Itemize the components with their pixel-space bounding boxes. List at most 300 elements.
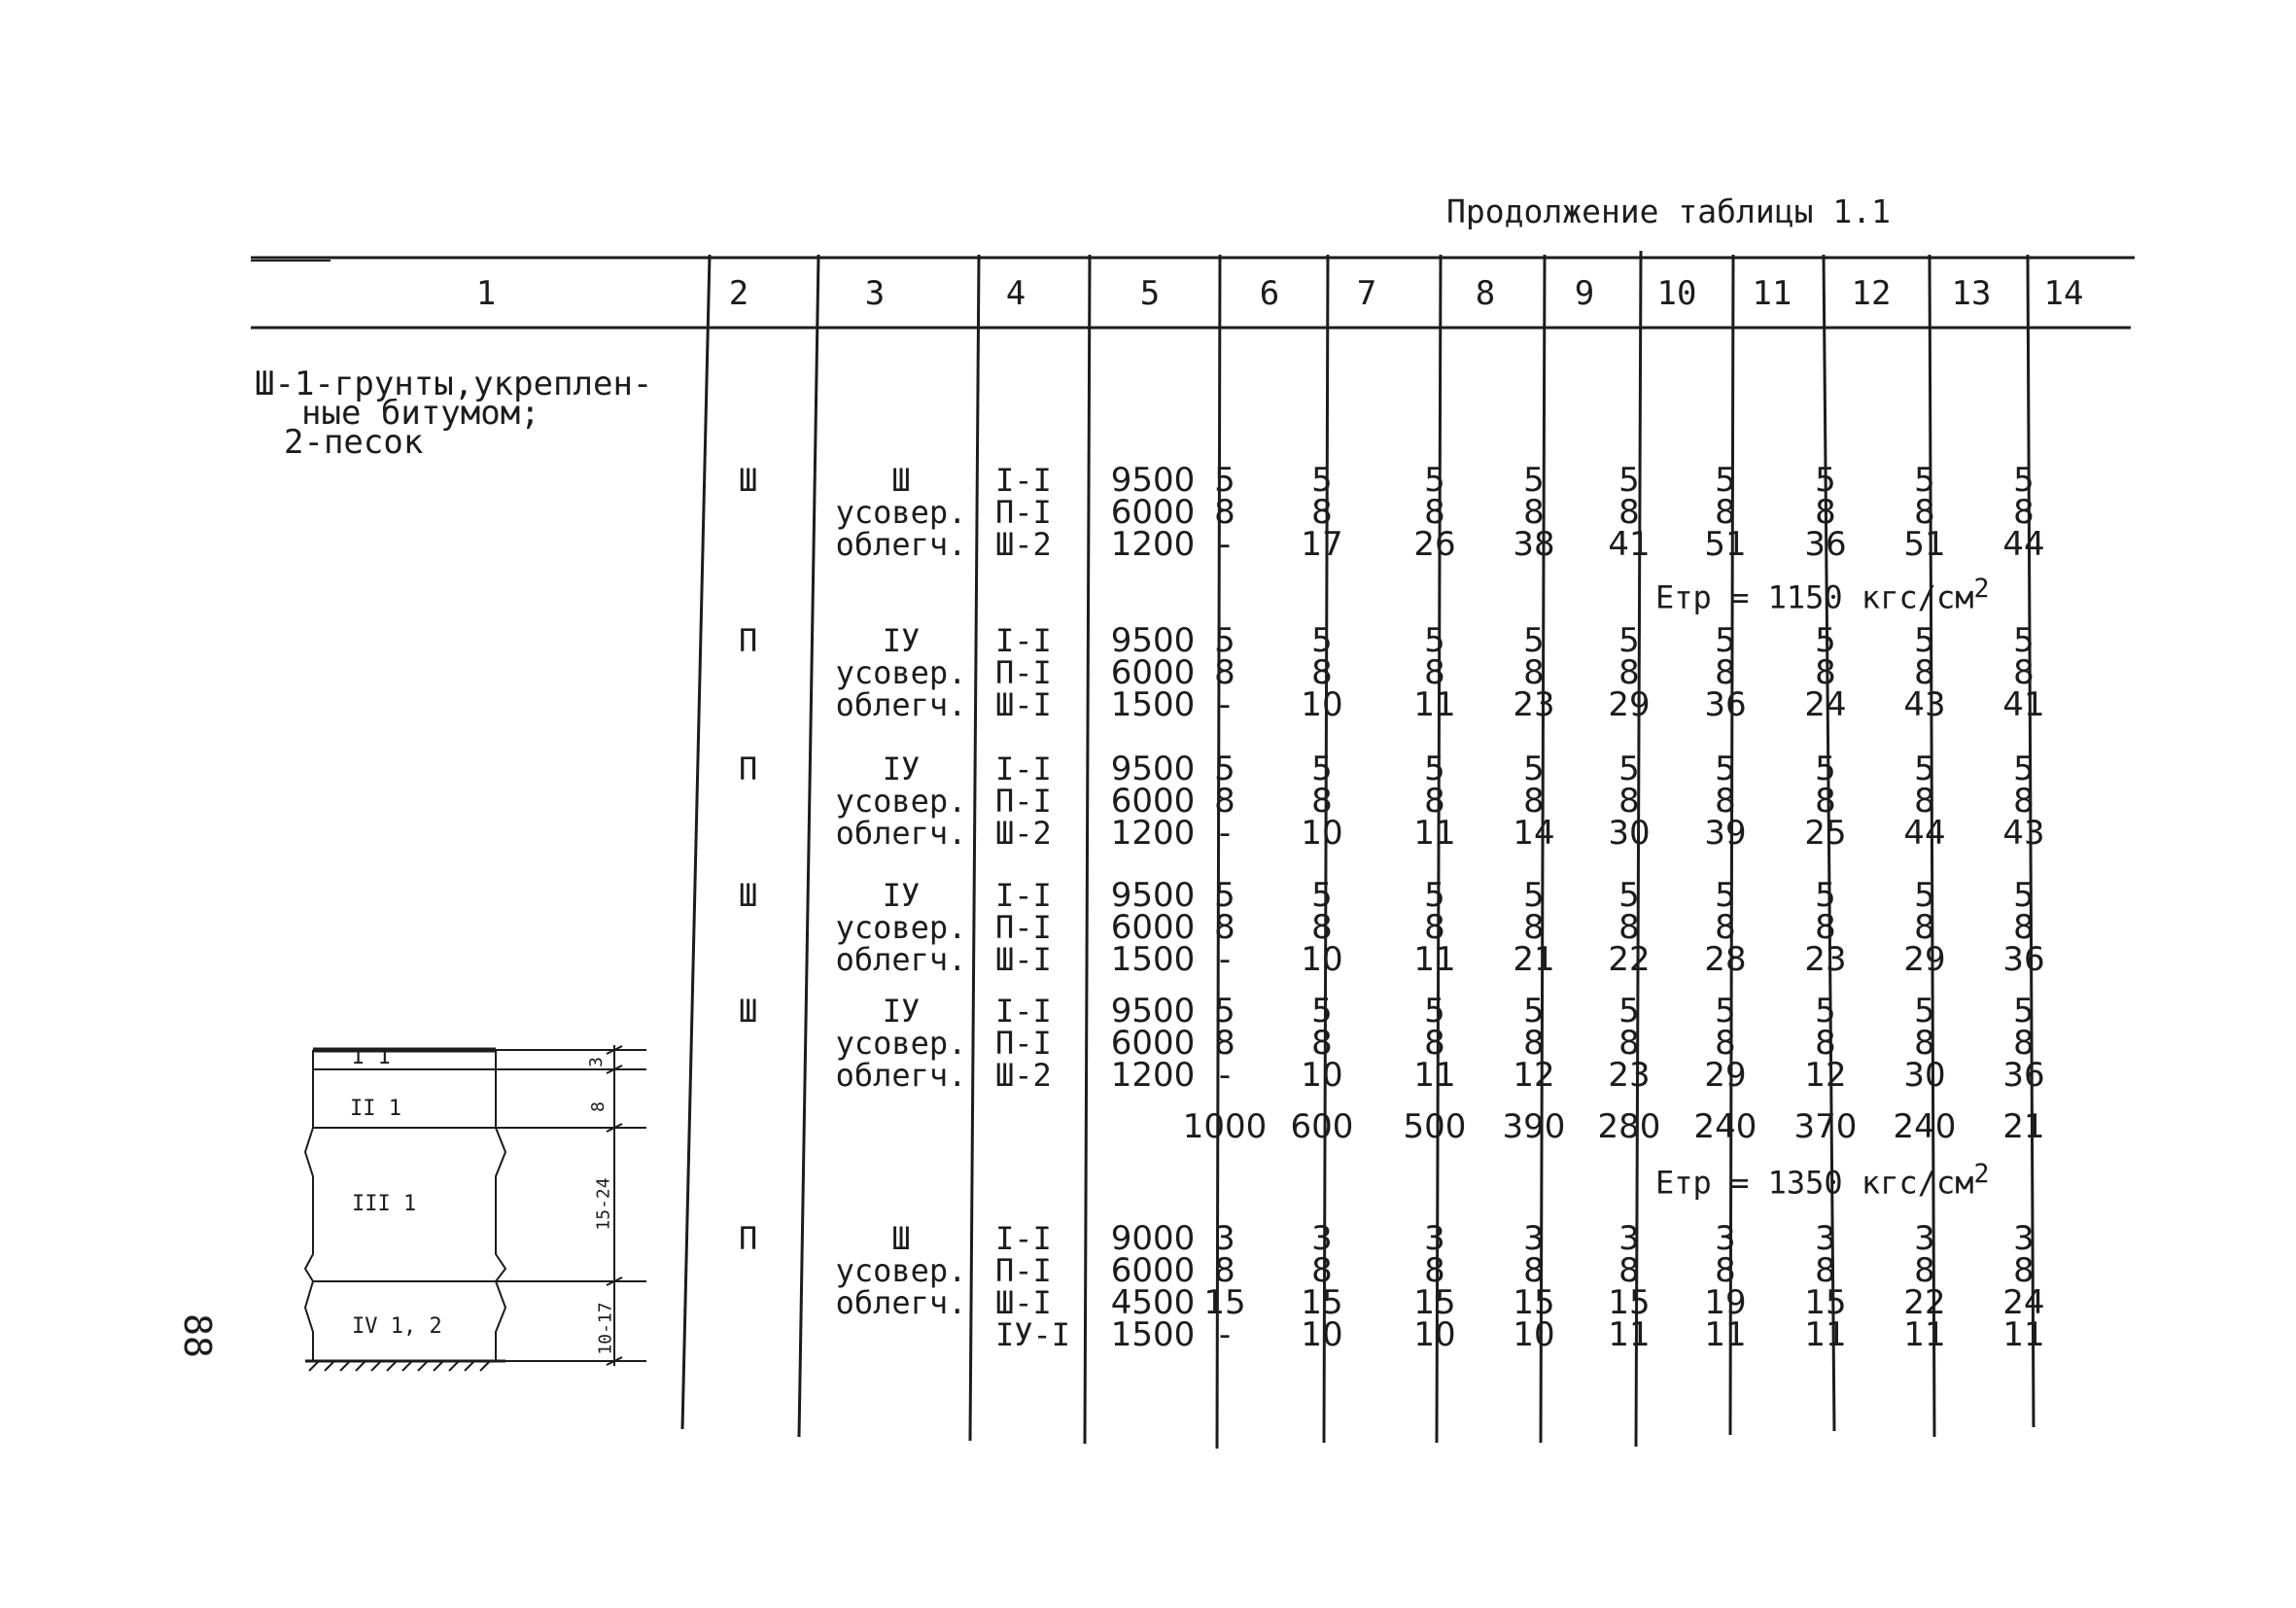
cell-value: 15: [1513, 1283, 1555, 1322]
modulus-value: 9500: [1110, 992, 1196, 1031]
cell-value: 5: [1715, 750, 1736, 788]
description-line: Ш-1-грунты,укреплен-: [255, 365, 653, 403]
cell-value: 23: [1608, 1056, 1651, 1095]
cell-value: -: [1218, 814, 1232, 853]
modulus-value: 6000: [1110, 653, 1196, 692]
cell-value: 5: [1523, 750, 1545, 788]
layer-code-cell: [995, 753, 1083, 850]
modulus-value: 6000: [1110, 493, 1196, 532]
road-category-cell: П: [739, 751, 758, 787]
value-cell: [1283, 1219, 1361, 1354]
header-cell: 4: [1005, 274, 1026, 313]
cell-value: 43: [1903, 685, 1946, 724]
road-category-cell: П: [739, 1220, 758, 1257]
cell-value: 5: [1424, 876, 1445, 915]
value-cell: [1590, 621, 1668, 724]
cell-value: 8: [1618, 782, 1640, 821]
cell-value: 5: [1914, 750, 1935, 788]
pavement-type-line: облегч.: [835, 941, 967, 978]
cell-value: 51: [1903, 525, 1946, 564]
cell-value: 5: [1618, 621, 1640, 660]
cell-value: 8: [1424, 1251, 1445, 1290]
cell-value: 24: [1804, 685, 1847, 724]
layer-code-line: П-I: [995, 783, 1052, 820]
modulus-value: 4500: [1110, 1283, 1196, 1322]
header-cell: 7: [1356, 274, 1377, 313]
road-category-cell: П: [739, 622, 758, 659]
value-cell: [1495, 1219, 1573, 1354]
cell-value: 8: [1214, 1024, 1235, 1063]
cell-value: 8: [1214, 908, 1235, 947]
cell-value: 22: [1903, 1283, 1946, 1322]
cell-value: 15: [1413, 1283, 1456, 1322]
layer-code-cell: [995, 462, 1083, 563]
cell-value: 8: [1715, 908, 1736, 947]
cell-value: 8: [1311, 653, 1333, 692]
value-cell: [1396, 461, 1474, 564]
layer-code-line: Ш-2: [995, 526, 1052, 563]
cell-value: 8: [1815, 653, 1836, 692]
modulus-row-value: 21: [2002, 1107, 2045, 1146]
layer-code-line: I-I: [995, 993, 1052, 1030]
etr-sup: 2: [1973, 574, 1990, 604]
layer-label: II 1: [350, 1097, 401, 1121]
cell-value: 5: [1214, 621, 1235, 660]
value-cell: [1283, 461, 1361, 564]
cell-value: 8: [1424, 908, 1445, 947]
cell-value: 5: [1523, 992, 1545, 1031]
cell-value: 3: [1424, 1219, 1445, 1258]
cell-value: 3: [2013, 1219, 2035, 1258]
cell-value: 8: [1523, 908, 1545, 947]
value-cell: [1186, 621, 1264, 724]
cell-value: 8: [1618, 493, 1640, 532]
value-cell: [1787, 461, 1864, 564]
cell-value: 36: [1804, 525, 1847, 564]
cell-value: 8: [1214, 782, 1235, 821]
value-cell: [1186, 992, 1264, 1095]
cell-value: 8: [1311, 782, 1333, 821]
modulus-row-value: 280: [1597, 1107, 1661, 1146]
cell-value: 12: [1513, 1056, 1555, 1095]
pavement-type-cell: [828, 993, 974, 1094]
etr-note: [1655, 1159, 1990, 1202]
cell-value: 44: [1903, 814, 1946, 853]
cell-value: 5: [1424, 461, 1445, 500]
cell-value: 21: [1513, 940, 1555, 979]
cell-value: 8: [1914, 908, 1935, 947]
cell-value: 8: [1424, 782, 1445, 821]
cell-value: 8: [1214, 1251, 1235, 1290]
cell-value: 30: [1608, 814, 1651, 853]
description-line: ные битумом;: [301, 394, 540, 433]
cell-value: 5: [2013, 621, 2035, 660]
pavement-type-line: усовер.: [835, 783, 967, 820]
modulus-value: 1500: [1110, 940, 1196, 979]
pavement-type-cell: [828, 622, 974, 723]
cell-value: 8: [1715, 1251, 1736, 1290]
value-cell: [1590, 750, 1668, 853]
cell-value: 14: [1513, 814, 1555, 853]
value-cell: [1590, 461, 1668, 564]
cell-value: 5: [1214, 876, 1235, 915]
value-cell: [1186, 1219, 1264, 1354]
cell-value: 5: [1815, 461, 1836, 500]
cell-value: 8: [1424, 653, 1445, 692]
modulus-value: 6000: [1110, 908, 1196, 947]
layer-code-line: П-I: [995, 654, 1052, 691]
cell-value: 5: [1214, 992, 1235, 1031]
cell-value: 23: [1513, 685, 1555, 724]
cell-value: 5: [1214, 750, 1235, 788]
layer-description: [255, 365, 653, 462]
cell-value: 5: [2013, 461, 2035, 500]
cell-value: 8: [1914, 782, 1935, 821]
cell-value: 10: [1301, 814, 1343, 853]
cell-value: 3: [1311, 1219, 1333, 1258]
cell-value: 5: [1311, 621, 1333, 660]
header-cell: 9: [1574, 274, 1595, 313]
cell-value: -: [1218, 685, 1232, 724]
cell-value: 8: [2013, 653, 2035, 692]
cell-value: 8: [2013, 908, 2035, 947]
value-cell: [1186, 750, 1264, 853]
dimension-label: 10-17: [595, 1302, 616, 1355]
value-cell: [1787, 992, 1864, 1095]
cell-value: 5: [1311, 992, 1333, 1031]
modulus-row-value: 1000: [1182, 1107, 1268, 1146]
cell-value: 8: [1815, 908, 1836, 947]
layer-code-line: П-I: [995, 1252, 1052, 1289]
modulus-row-value: 240: [1893, 1107, 1957, 1146]
cell-value: 11: [1804, 1315, 1847, 1354]
cell-value: 8: [1715, 1024, 1736, 1063]
modulus-value: 9500: [1110, 876, 1196, 915]
cell-value: 8: [1618, 1024, 1640, 1063]
road-category-cell: Ш: [739, 877, 758, 914]
pavement-type-line: IУ: [882, 993, 921, 1030]
cell-value: 5: [1715, 621, 1736, 660]
value-cell: [1495, 750, 1573, 853]
header-cell: 10: [1656, 274, 1697, 313]
cell-value: 3: [1914, 1219, 1935, 1258]
dimension-label: 15-24: [593, 1177, 614, 1231]
cell-value: 5: [1815, 992, 1836, 1031]
cell-value: 51: [1704, 525, 1747, 564]
cell-value: 8: [2013, 493, 2035, 532]
modulus-value: 1200: [1110, 814, 1196, 853]
value-cell: [1590, 992, 1668, 1095]
cell-value: 5: [1424, 992, 1445, 1031]
page-number: 88: [175, 1313, 219, 1358]
header-cell: 6: [1259, 274, 1280, 313]
pavement-type-line: IУ: [882, 751, 921, 787]
pavement-type-line: Ш: [891, 462, 911, 499]
value-cell: [1396, 992, 1474, 1095]
cell-value: 44: [2002, 525, 2045, 564]
header-cell: 14: [2043, 274, 2084, 313]
cell-value: 15: [1608, 1283, 1651, 1322]
cell-value: 5: [1214, 461, 1235, 500]
cell-value: 5: [1715, 876, 1736, 915]
cell-value: 8: [1523, 493, 1545, 532]
layer-code-line: IУ-I: [995, 1316, 1071, 1353]
pavement-type-line: облегч.: [835, 1057, 967, 1094]
cell-value: 10: [1513, 1315, 1555, 1354]
cell-value: 10: [1301, 940, 1343, 979]
value-cell: [1495, 876, 1573, 979]
value-cell: [1687, 992, 1764, 1095]
value-cell: [1687, 1219, 1764, 1354]
cell-value: 8: [1311, 908, 1333, 947]
cell-value: 8: [1914, 1251, 1935, 1290]
cell-value: 5: [1815, 621, 1836, 660]
value-cell: [1396, 1219, 1474, 1354]
cell-value: 12: [1804, 1056, 1847, 1095]
value-cell: [1396, 750, 1474, 853]
cell-value: 8: [1214, 493, 1235, 532]
dimension-label: 8: [587, 1101, 609, 1112]
value-cell: [1787, 876, 1864, 979]
modulus-row-value: 370: [1793, 1107, 1858, 1146]
cell-value: 19: [1704, 1283, 1747, 1322]
modulus-row-value: 500: [1403, 1107, 1467, 1146]
cell-value: 11: [2002, 1315, 2045, 1354]
header-cell: 8: [1475, 274, 1496, 313]
modulus-row-value: 240: [1693, 1107, 1757, 1146]
cell-value: 5: [1523, 461, 1545, 500]
value-cell: [1590, 876, 1668, 979]
cell-value: 10: [1301, 685, 1343, 724]
modulus-value: 6000: [1110, 1024, 1196, 1063]
cell-value: 3: [1214, 1219, 1235, 1258]
pavement-type-line: Ш: [891, 1220, 911, 1257]
cell-value: 8: [1618, 908, 1640, 947]
modulus-value: 1200: [1110, 1056, 1196, 1095]
cell-value: 11: [1903, 1315, 1946, 1354]
etr-value: = 1150: [1730, 578, 1843, 616]
cell-value: 3: [1618, 1219, 1640, 1258]
value-cell: [1787, 1219, 1864, 1354]
value-cell: [1886, 876, 1964, 979]
cell-value: 8: [1523, 653, 1545, 692]
header-cell: 2: [728, 274, 749, 313]
cell-value: 41: [1608, 525, 1651, 564]
cell-value: 8: [1523, 1024, 1545, 1063]
layer-code-cell: [995, 993, 1083, 1094]
modulus-value: 1500: [1110, 685, 1196, 724]
header-cell: 3: [864, 274, 886, 313]
cell-value: 5: [1914, 621, 1935, 660]
cell-value: 29: [1608, 685, 1651, 724]
pavement-type-line: IУ: [882, 622, 921, 659]
pavement-type-line: облегч.: [835, 526, 967, 563]
cell-value: 10: [1413, 1315, 1456, 1354]
cell-value: 8: [1618, 653, 1640, 692]
modulus-value: 9000: [1110, 1219, 1196, 1258]
cell-value: 5: [1311, 876, 1333, 915]
value-cell: [1687, 461, 1764, 564]
etr-unit: кгс/см: [1861, 1164, 1974, 1202]
pavement-type-line: облегч.: [835, 686, 967, 723]
header-cell: 13: [1951, 274, 1992, 313]
pavement-type-line: облегч.: [835, 1284, 967, 1321]
value-cell: [1495, 461, 1573, 564]
layer-code-cell: [995, 877, 1083, 978]
layer-code-line: I-I: [995, 462, 1052, 499]
cell-value: 8: [2013, 1024, 2035, 1063]
cell-value: 5: [1815, 750, 1836, 788]
layer-label: IV 1, 2: [352, 1314, 442, 1339]
modulus-row-value: 600: [1290, 1107, 1354, 1146]
cell-value: 5: [1618, 876, 1640, 915]
cell-value: -: [1218, 1056, 1232, 1095]
road-category-cell: Ш: [739, 462, 758, 499]
layer-code-cell: [995, 622, 1083, 723]
cell-value: 36: [1704, 685, 1747, 724]
cell-value: 28: [1704, 940, 1747, 979]
modulus-value: 1200: [1110, 525, 1196, 564]
pavement-type-line: усовер.: [835, 494, 967, 531]
layer-code-line: Ш-I: [995, 941, 1052, 978]
pavement-type-cell: [828, 1220, 974, 1351]
layer-code-line: I-I: [995, 751, 1052, 787]
cell-value: 8: [1424, 493, 1445, 532]
cell-value: 5: [1914, 461, 1935, 500]
dimension-label: 3: [585, 1057, 607, 1067]
etr-label: Етр: [1655, 1164, 1712, 1202]
cell-value: 8: [1914, 1024, 1935, 1063]
cell-value: 8: [2013, 782, 2035, 821]
layer-code-line: Ш-2: [995, 815, 1052, 852]
modulus-value: 9500: [1110, 621, 1196, 660]
cell-value: 39: [1704, 814, 1747, 853]
value-cell: [1283, 876, 1361, 979]
header-cell: 1: [475, 274, 497, 313]
cell-value: 11: [1413, 685, 1456, 724]
pavement-type-line: облегч.: [835, 815, 967, 852]
modulus-value: 6000: [1110, 782, 1196, 821]
layer-label: III 1: [352, 1192, 417, 1216]
cell-value: 8: [1815, 1024, 1836, 1063]
value-cell: [1886, 1219, 1964, 1354]
value-cell: [1283, 992, 1361, 1095]
cell-value: 8: [1715, 653, 1736, 692]
value-cell: [1985, 992, 2063, 1095]
layer-code-line: П-I: [995, 909, 1052, 946]
cell-value: 8: [1311, 1251, 1333, 1290]
table-caption: Продолжение таблицы 1.1: [1446, 192, 1891, 230]
cell-value: 5: [1914, 876, 1935, 915]
cell-value: 5: [2013, 750, 2035, 788]
value-cell: [1396, 621, 1474, 724]
layer-code-line: П-I: [995, 494, 1052, 531]
layer-code-line: Ш-2: [995, 1057, 1052, 1094]
cell-value: 5: [1618, 750, 1640, 788]
cell-value: 8: [1424, 1024, 1445, 1063]
value-cell: [1687, 876, 1764, 979]
cell-value: 23: [1804, 940, 1847, 979]
value-cell: [1886, 461, 1964, 564]
value-cell: [1985, 461, 2063, 564]
pavement-type-line: [828, 1319, 974, 1351]
value-cell: [1985, 1219, 2063, 1354]
cell-value: 43: [2002, 814, 2045, 853]
pavement-type-line: усовер.: [835, 1252, 967, 1289]
pavement-type-line: усовер.: [835, 909, 967, 946]
cell-value: 8: [1815, 493, 1836, 532]
cell-value: 36: [2002, 1056, 2045, 1095]
description-line: 2-песок: [284, 423, 424, 462]
layer-code-line: Ш-I: [995, 686, 1052, 723]
cell-value: 29: [1704, 1056, 1747, 1095]
pavement-type-cell: [828, 877, 974, 978]
cell-value: -: [1218, 1315, 1232, 1354]
layer-label: I 1: [352, 1045, 391, 1069]
cell-value: 8: [1715, 782, 1736, 821]
cell-value: 11: [1413, 1056, 1456, 1095]
cell-value: 36: [2002, 940, 2045, 979]
layer-code-line: П-I: [995, 1025, 1052, 1062]
cell-value: 22: [1608, 940, 1651, 979]
cell-value: 17: [1301, 525, 1343, 564]
modulus-value: 9500: [1110, 461, 1196, 500]
cell-value: 8: [1914, 653, 1935, 692]
cell-value: -: [1218, 940, 1232, 979]
value-cell: [1590, 1219, 1668, 1354]
modulus-value: 1500: [1110, 1315, 1196, 1354]
layer-code-line: Ш-I: [995, 1284, 1052, 1321]
cell-value: 11: [1608, 1315, 1651, 1354]
cell-value: 26: [1413, 525, 1456, 564]
pavement-type-cell: [828, 462, 974, 563]
cell-value: 8: [2013, 1251, 2035, 1290]
cell-value: 15: [1203, 1283, 1246, 1322]
cell-value: 8: [1523, 1251, 1545, 1290]
cell-value: 24: [2002, 1283, 2045, 1322]
layer-code-line: I-I: [995, 1220, 1052, 1257]
pavement-type-line: усовер.: [835, 654, 967, 691]
modulus-value: 6000: [1110, 1251, 1196, 1290]
road-category-cell: Ш: [739, 993, 758, 1030]
cell-value: 5: [1311, 750, 1333, 788]
cell-value: -: [1218, 525, 1232, 564]
cell-value: 8: [1214, 653, 1235, 692]
cell-value: 3: [1715, 1219, 1736, 1258]
cell-value: 5: [1523, 621, 1545, 660]
value-cell: [1985, 876, 2063, 979]
value-cell: [1396, 876, 1474, 979]
cell-value: 11: [1413, 814, 1456, 853]
pavement-type-cell: [828, 753, 974, 850]
value-cell: [1886, 992, 1964, 1095]
cell-value: 30: [1903, 1056, 1946, 1095]
cell-value: 10: [1301, 1315, 1343, 1354]
cell-value: 29: [1903, 940, 1946, 979]
cell-value: 8: [1618, 1251, 1640, 1290]
header-cell: 12: [1851, 274, 1892, 313]
cell-value: 5: [2013, 876, 2035, 915]
cell-value: 11: [1704, 1315, 1747, 1354]
cell-value: 8: [1914, 493, 1935, 532]
etr-note: [1655, 574, 1990, 616]
etr-unit: кгс/см: [1861, 578, 1974, 616]
modulus-value: 9500: [1110, 750, 1196, 788]
cell-value: 25: [1804, 814, 1847, 853]
value-cell: [1787, 621, 1864, 724]
layer-code-line: I-I: [995, 622, 1052, 659]
etr-label: Етр: [1655, 578, 1712, 616]
